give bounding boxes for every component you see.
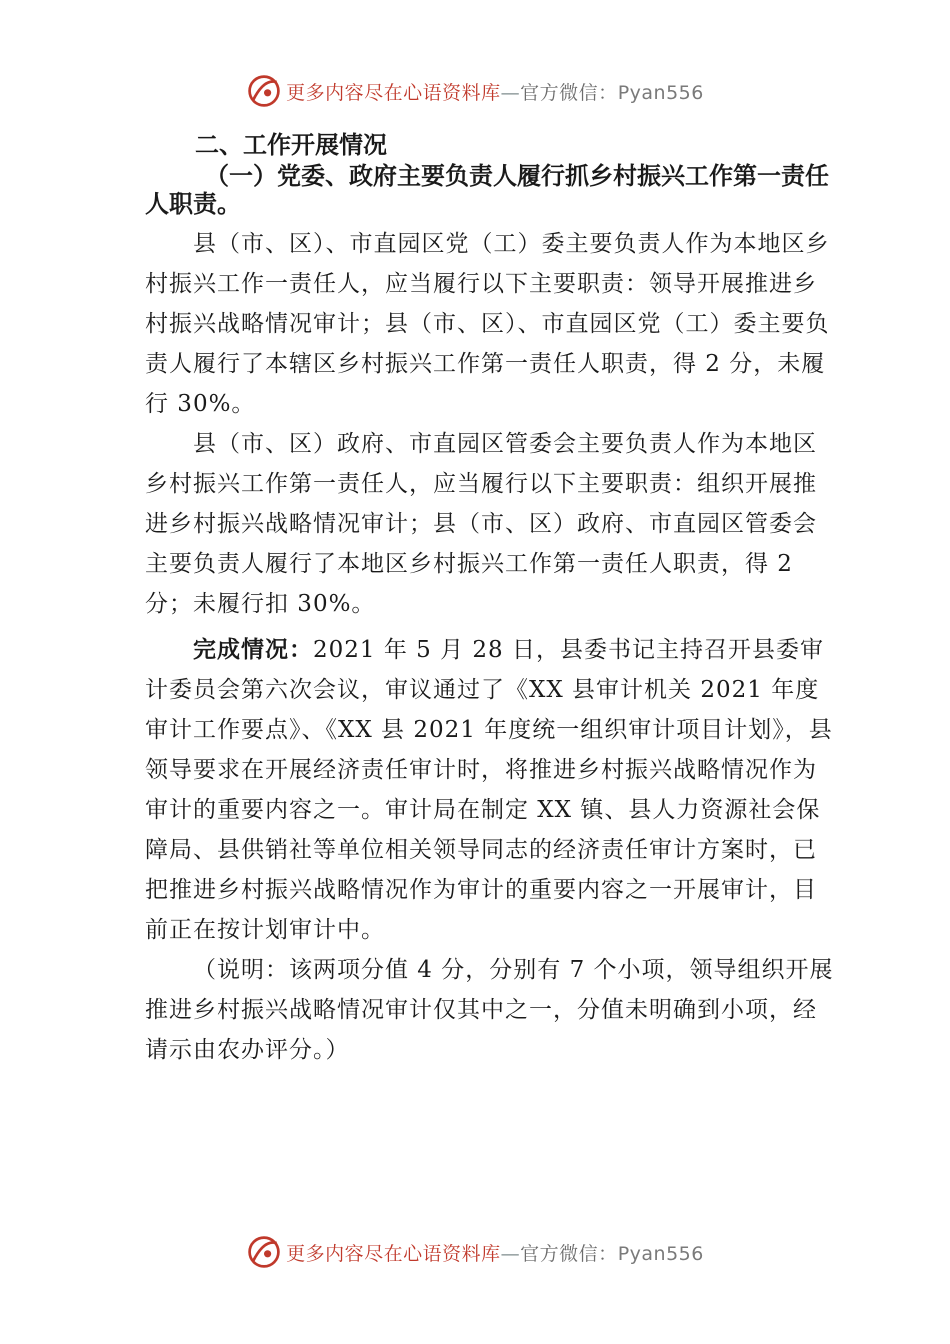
banner-wechat-id: Pyan556: [617, 1242, 704, 1265]
banner-wechat-label: 官方微信：: [520, 81, 618, 104]
header-banner: [0, 71, 950, 111]
banner-wechat-label: 官方微信：: [520, 1242, 618, 1265]
footer-banner: [0, 1232, 950, 1272]
paragraph-party-committee: 县（市、区）、市直园区党（工）委主要负责人作为本地区乡村振兴工作一责任人，应当履行以下主要职责：领导开展推进乡村振兴战略情况审计；县（市、区）、市直园区党（工）委主要负责人履行了本辖区乡村振兴工作第一责任人职责，得 2 分，未履行 30%。: [145, 231, 830, 417]
document-body: [145, 128, 835, 1070]
brand-logo-icon: [246, 73, 282, 109]
paragraph-note: （说明：该两项分值 4 分，分别有 7 个小项，领导组织开展推进乡村振兴战略情况审计仅其中之一，分值未明确到小项，经请示由农办评分。）: [145, 957, 834, 1063]
section-subheading: （一）党委、政府主要负责人履行抓乡村振兴工作第一责任人职责。: [145, 162, 829, 218]
completion-text: 2021 年 5 月 28 日，县委书记主持召开县委审计委员会第六次会议，审议通过了《XX 县审计机关 2021 年度审计工作要点》、《XX 县 2021 年度统一组织审计项目计划》，县领导要求在开展经济责任审计时，将推进乡村振兴战略情况作为审计的重要内容之一。审计局在制定 XX 镇、县人力资源社会保障局、县供销社等单位相关领导同志的经济责任审计方案时，已把推进乡村振兴战略情况作为审计的重要内容之一开展审计，目前正在按计划审计中。: [145, 637, 833, 943]
completion-label: 完成情况：: [193, 637, 313, 663]
brand-logo-icon: [246, 1234, 282, 1270]
section-heading: 二、工作开展情况: [195, 131, 387, 159]
paragraph-completion: [145, 630, 835, 950]
banner-separator: —: [500, 1242, 521, 1265]
paragraph-government: 县（市、区）政府、市直园区管委会主要负责人作为本地区乡村振兴工作第一责任人，应当履行以下主要职责：组织开展推进乡村振兴战略情况审计；县（市、区）政府、市直园区管委会主要负责人履行了本地区乡村振兴工作第一责任人职责，得 2 分；未履行扣 30%。: [145, 431, 817, 617]
banner-separator: —: [500, 81, 521, 104]
banner-wechat-id: Pyan556: [617, 81, 704, 104]
banner-main-text: 更多内容尽在心语资料库: [286, 1242, 501, 1265]
banner-main-text: 更多内容尽在心语资料库: [286, 81, 501, 104]
